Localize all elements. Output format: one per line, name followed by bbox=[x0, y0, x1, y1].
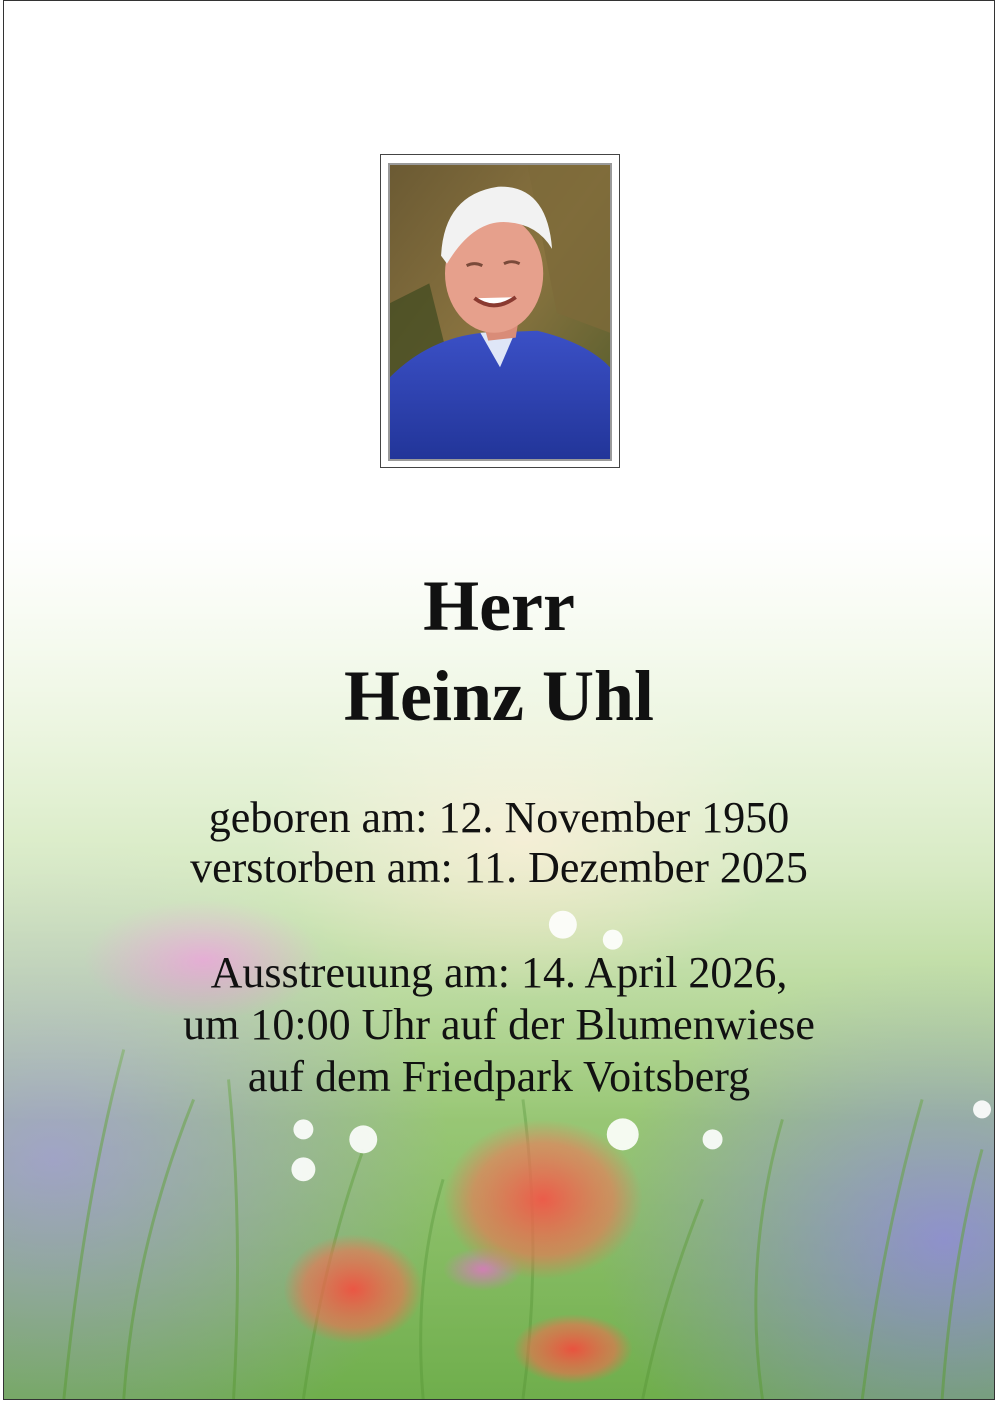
memorial-card bbox=[3, 0, 995, 1400]
birth-date: geboren am: 12. November 1950 bbox=[208, 793, 790, 842]
portrait-frame bbox=[380, 154, 620, 468]
death-date: verstorben am: 11. Dezember 2025 bbox=[190, 843, 808, 892]
ceremony-location: auf dem Friedpark Voitsberg bbox=[247, 1052, 751, 1101]
deceased-name: Heinz Uhl bbox=[343, 656, 654, 736]
ceremony-time-place: um 10:00 Uhr auf der Blumenwiese bbox=[183, 1000, 815, 1049]
ceremony-info bbox=[4, 947, 994, 1103]
life-dates bbox=[4, 793, 994, 893]
portrait-photo bbox=[388, 163, 612, 461]
ceremony-date: Ausstreuung am: 14. April 2026, bbox=[210, 948, 788, 997]
salutation: Herr bbox=[423, 566, 575, 646]
